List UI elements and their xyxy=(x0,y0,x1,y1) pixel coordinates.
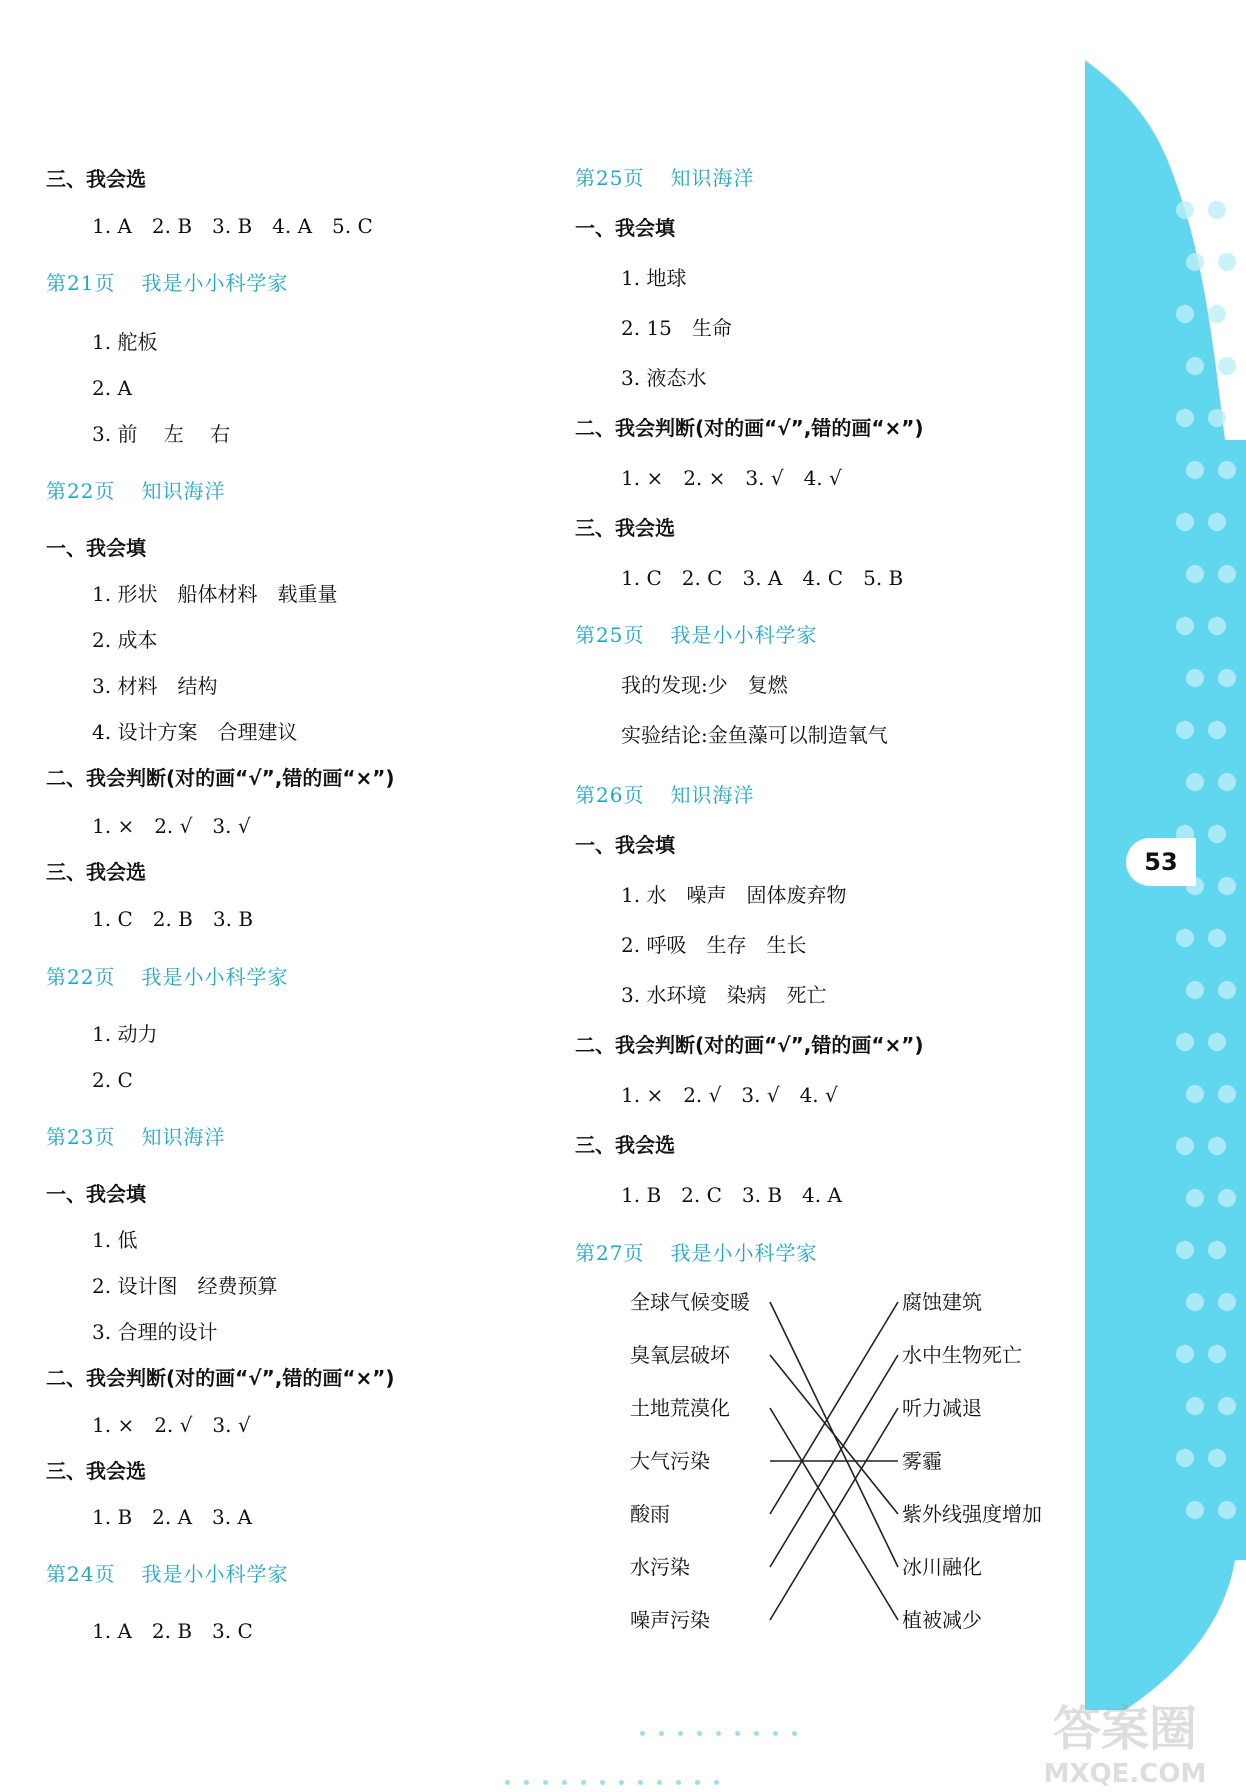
divider-dot xyxy=(697,1731,702,1736)
page-section-header xyxy=(46,270,288,296)
page-label: 第23页 xyxy=(46,1125,116,1149)
band-bubble xyxy=(1186,1397,1204,1415)
band-bubble xyxy=(1186,357,1204,375)
band-bubble xyxy=(1218,773,1236,791)
band-bubble xyxy=(1208,1345,1226,1363)
section-heading: 三、我会选 xyxy=(575,516,675,540)
page-section-header xyxy=(46,964,288,990)
section-title: 我是小小科学家 xyxy=(141,271,289,295)
band-bubble xyxy=(1176,1137,1194,1155)
page-label: 第21页 xyxy=(46,271,116,295)
section-heading: 一、我会填 xyxy=(46,1182,146,1206)
answer-line: 2. A xyxy=(92,376,132,400)
band-bubble xyxy=(1176,1449,1194,1467)
section-heading: 二、我会判断(对的画“√”,错的画“×”) xyxy=(575,1033,924,1057)
answer-line: 2. 呼吸 生存 生长 xyxy=(621,933,807,957)
section-title: 我是小小科学家 xyxy=(141,965,289,989)
section-heading: 三、我会选 xyxy=(46,1459,146,1483)
band-bubble xyxy=(1218,253,1236,271)
band-bubble xyxy=(1186,669,1204,687)
page-label: 第25页 xyxy=(575,166,645,190)
divider-dot xyxy=(676,1780,681,1785)
band-bubble xyxy=(1186,1501,1204,1519)
divider-dot xyxy=(562,1780,567,1785)
match-left-item: 酸雨 xyxy=(630,1502,670,1526)
band-bubble xyxy=(1218,565,1236,583)
match-left-item: 大气污染 xyxy=(630,1449,710,1473)
section-title: 知识海洋 xyxy=(141,1125,226,1149)
answer-line: 2. C xyxy=(92,1068,133,1092)
answer-line: 1. 形状 船体材料 载重量 xyxy=(92,582,338,606)
page-label: 第22页 xyxy=(46,965,116,989)
answer-line: 3. 液态水 xyxy=(621,366,707,390)
band-bubble xyxy=(1218,877,1236,895)
answer-line: 1. × 2. × 3. √ 4. √ xyxy=(621,466,842,490)
watermark-site: MXQE.COM xyxy=(1043,1759,1207,1789)
match-right-item: 雾霾 xyxy=(902,1449,942,1473)
divider-dot xyxy=(640,1731,645,1736)
section-heading: 三、我会选 xyxy=(575,1133,675,1157)
answer-line: 实验结论:金鱼藻可以制造氧气 xyxy=(621,723,888,747)
divider-dot xyxy=(543,1780,548,1785)
match-left-item: 臭氧层破坏 xyxy=(630,1343,730,1367)
band-bubble xyxy=(1208,513,1226,531)
page-label: 第26页 xyxy=(575,783,645,807)
answer-line: 1. C 2. B 3. B xyxy=(92,907,254,931)
page-section-header xyxy=(46,1561,288,1587)
band-bubble xyxy=(1208,305,1226,323)
answer-line: 2. 成本 xyxy=(92,628,158,652)
band-bubble xyxy=(1176,1241,1194,1259)
section-title: 知识海洋 xyxy=(670,783,755,807)
match-right-item: 冰川融化 xyxy=(902,1555,982,1579)
match-right-item: 紫外线强度增加 xyxy=(902,1502,1042,1526)
band-bubble xyxy=(1186,1293,1204,1311)
section-title: 我是小小科学家 xyxy=(670,623,818,647)
answer-line: 3. 材料 结构 xyxy=(92,674,218,698)
divider-dot xyxy=(581,1780,586,1785)
answer-line: 1. B 2. A 3. A xyxy=(92,1505,252,1529)
section-heading: 一、我会填 xyxy=(575,216,675,240)
band-bubble xyxy=(1208,721,1226,739)
section-heading: 一、我会填 xyxy=(46,536,146,560)
divider-dot xyxy=(773,1731,778,1736)
band-bubble xyxy=(1218,981,1236,999)
band-bubble xyxy=(1176,409,1194,427)
band-bubble xyxy=(1208,1033,1226,1051)
band-bubble xyxy=(1208,929,1226,947)
answer-line: 4. 设计方案 合理建议 xyxy=(92,720,298,744)
band-bubble xyxy=(1186,565,1204,583)
divider-dot xyxy=(792,1731,797,1736)
divider-dot xyxy=(657,1780,662,1785)
section-heading: 一、我会填 xyxy=(575,833,675,857)
divider-dot xyxy=(714,1780,719,1785)
page-number: 53 xyxy=(1126,838,1196,886)
band-bubble xyxy=(1186,253,1204,271)
divider-dot xyxy=(659,1731,664,1736)
divider-dot xyxy=(735,1731,740,1736)
answer-line: 2. 15 生命 xyxy=(621,316,732,340)
page-section-header xyxy=(575,165,754,191)
band-bubble xyxy=(1218,1085,1236,1103)
band-bubble xyxy=(1186,461,1204,479)
section-title: 知识海洋 xyxy=(670,166,755,190)
divider-dot xyxy=(600,1780,605,1785)
answer-line: 1. 动力 xyxy=(92,1022,158,1046)
answer-line: 1. × 2. √ 3. √ xyxy=(92,1413,251,1437)
section-heading: 二、我会判断(对的画“√”,错的画“×”) xyxy=(46,766,395,790)
band-bubble xyxy=(1176,513,1194,531)
watermark-logo xyxy=(1010,1690,1240,1790)
match-left-item: 全球气候变暖 xyxy=(630,1290,750,1314)
band-bubble xyxy=(1176,1345,1194,1363)
band-bubble xyxy=(1218,669,1236,687)
band-bubble xyxy=(1218,461,1236,479)
match-left-item: 土地荒漠化 xyxy=(630,1396,730,1420)
answer-line: 1. B 2. C 3. B 4. A xyxy=(621,1183,842,1207)
divider-dot xyxy=(754,1731,759,1736)
band-bubble xyxy=(1208,1241,1226,1259)
band-bubble xyxy=(1186,773,1204,791)
dotted-divider-lower xyxy=(505,1770,733,1778)
band-bubble xyxy=(1176,721,1194,739)
section-heading: 二、我会判断(对的画“√”,错的画“×”) xyxy=(575,416,924,440)
watermark-brand: 答案圈 xyxy=(1052,1701,1198,1757)
band-bubble xyxy=(1176,305,1194,323)
match-left-item: 水污染 xyxy=(630,1555,690,1579)
band-bubble xyxy=(1176,1033,1194,1051)
page-label: 第24页 xyxy=(46,1562,116,1586)
match-right-item: 水中生物死亡 xyxy=(902,1343,1022,1367)
section-heading: 二、我会判断(对的画“√”,错的画“×”) xyxy=(46,1366,395,1390)
band-bubble xyxy=(1218,1293,1236,1311)
page-label: 第22页 xyxy=(46,479,116,503)
section-title: 知识海洋 xyxy=(141,479,226,503)
dotted-divider-upper xyxy=(640,1721,811,1729)
band-bubble xyxy=(1208,409,1226,427)
page-label: 第27页 xyxy=(575,1241,645,1265)
band-bubble xyxy=(1208,1137,1226,1155)
divider-dot xyxy=(638,1780,643,1785)
page-section-header xyxy=(46,1124,225,1150)
page-section-header xyxy=(575,622,817,648)
match-line xyxy=(770,1355,898,1514)
answer-line: 我的发现:少 复燃 xyxy=(621,673,788,697)
divider-dot xyxy=(716,1731,721,1736)
match-right-item: 植被减少 xyxy=(902,1608,982,1632)
match-right-item: 腐蚀建筑 xyxy=(902,1290,982,1314)
section-heading: 三、我会选 xyxy=(46,860,146,884)
section-title: 我是小小科学家 xyxy=(670,1241,818,1265)
match-left-item: 噪声污染 xyxy=(630,1608,710,1632)
answer-line: 1. 水 噪声 固体废弃物 xyxy=(621,883,847,907)
page-label: 第25页 xyxy=(575,623,645,647)
band-bubble xyxy=(1218,1397,1236,1415)
divider-dot xyxy=(505,1780,510,1785)
answer-line: 3. 水环境 染病 死亡 xyxy=(621,983,827,1007)
answer-line: 1. A 2. B 3. B 4. A 5. C xyxy=(92,214,373,238)
band-bubble xyxy=(1186,1085,1204,1103)
answer-line: 1. 地球 xyxy=(621,266,687,290)
divider-dot xyxy=(619,1780,624,1785)
divider-dot xyxy=(524,1780,529,1785)
answer-line: 1. × 2. √ 3. √ xyxy=(92,814,251,838)
band-bubble xyxy=(1176,929,1194,947)
section-heading: 三、我会选 xyxy=(46,167,146,191)
band-bubble xyxy=(1176,617,1194,635)
matching-exercise xyxy=(620,1290,1080,1660)
band-bubble xyxy=(1218,1501,1236,1519)
page-section-header xyxy=(575,782,754,808)
answer-line: 3. 前 左 右 xyxy=(92,422,231,446)
answer-line: 1. 舵板 xyxy=(92,330,158,354)
band-bubble xyxy=(1176,201,1194,219)
band-bubble xyxy=(1208,201,1226,219)
match-right-item: 听力减退 xyxy=(902,1396,982,1420)
band-bubble xyxy=(1208,825,1226,843)
answer-line: 2. 设计图 经费预算 xyxy=(92,1274,278,1298)
answer-line: 3. 合理的设计 xyxy=(92,1320,218,1344)
band-bubble xyxy=(1218,1189,1236,1207)
answer-line: 1. A 2. B 3. C xyxy=(92,1619,253,1643)
section-title: 我是小小科学家 xyxy=(141,1562,289,1586)
page-section-header xyxy=(46,478,225,504)
band-bubble xyxy=(1186,1189,1204,1207)
answer-line: 1. × 2. √ 3. √ 4. √ xyxy=(621,1083,838,1107)
answer-line: 1. C 2. C 3. A 4. C 5. B xyxy=(621,566,904,590)
divider-dot xyxy=(678,1731,683,1736)
divider-dot xyxy=(695,1780,700,1785)
band-bubble xyxy=(1208,617,1226,635)
band-bubble xyxy=(1218,357,1236,375)
answer-line: 1. 低 xyxy=(92,1228,138,1252)
page-section-header xyxy=(575,1240,817,1266)
band-bubble xyxy=(1186,981,1204,999)
band-bubble xyxy=(1208,1449,1226,1467)
match-line xyxy=(770,1302,898,1514)
